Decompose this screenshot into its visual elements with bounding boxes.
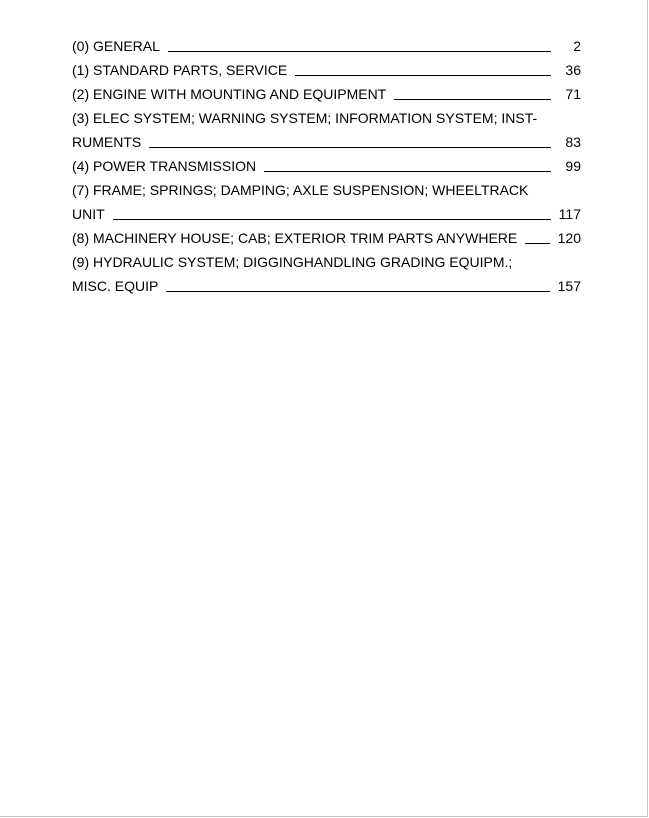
dot-leader	[525, 243, 549, 244]
toc-entry-frame[interactable]	[72, 178, 581, 226]
toc-line	[72, 226, 581, 250]
toc-entry-power-transmission[interactable]	[72, 154, 581, 178]
toc-page-number: 2	[573, 38, 581, 54]
toc-page-number: 71	[565, 86, 581, 102]
toc-entry-hydraulic-system[interactable]	[72, 250, 581, 298]
toc-page-number: 120	[557, 230, 581, 246]
toc-entry-title: UNIT	[72, 206, 105, 222]
toc-entry-title-line: (9) HYDRAULIC SYSTEM; DIGGINGHANDLING GRADING EQUIPM.;	[72, 254, 513, 270]
toc-entry-general[interactable]	[72, 34, 581, 58]
toc-entry-machinery-house[interactable]	[72, 226, 581, 250]
toc-line	[72, 58, 581, 82]
dot-leader	[264, 171, 551, 172]
toc-line	[72, 274, 581, 298]
toc-line	[72, 34, 581, 58]
toc-entry-title: (1) STANDARD PARTS, SERVICE	[72, 62, 288, 78]
toc-entry-title: (8) MACHINERY HOUSE; CAB; EXTERIOR TRIM PARTS ANYWHERE	[72, 230, 518, 246]
dot-leader	[295, 75, 551, 76]
toc-page-number: 157	[557, 278, 581, 294]
toc-line	[72, 154, 581, 178]
dot-leader	[149, 147, 551, 148]
toc-line	[72, 130, 581, 154]
dot-leader	[113, 219, 551, 220]
toc-entry-title: (2) ENGINE WITH MOUNTING AND EQUIPMENT	[72, 86, 387, 102]
toc-line	[72, 82, 581, 106]
toc-entry-title: MISC. EQUIP	[72, 278, 159, 294]
table-of-contents	[72, 34, 581, 298]
toc-line	[72, 202, 581, 226]
toc-page-number: 83	[565, 134, 581, 150]
toc-entry-title: (4) POWER TRANSMISSION	[72, 158, 257, 174]
toc-page-number: 99	[565, 158, 581, 174]
dot-leader	[166, 291, 549, 292]
toc-entry-elec-system[interactable]	[72, 106, 581, 154]
toc-page-number: 117	[558, 206, 581, 222]
toc-entry-engine[interactable]	[72, 82, 581, 106]
toc-entry-standard-parts[interactable]	[72, 58, 581, 82]
dot-leader	[394, 99, 551, 100]
dot-leader	[168, 51, 551, 52]
toc-entry-title: (0) GENERAL	[72, 38, 160, 54]
toc-page-number: 36	[565, 62, 581, 78]
toc-entry-title-line: (3) ELEC SYSTEM; WARNING SYSTEM; INFORMATION SYSTEM; INST-	[72, 110, 538, 126]
toc-entry-title-line: (7) FRAME; SPRINGS; DAMPING; AXLE SUSPENSION; WHEELTRACK	[72, 182, 529, 198]
toc-entry-title: RUMENTS	[72, 134, 142, 150]
